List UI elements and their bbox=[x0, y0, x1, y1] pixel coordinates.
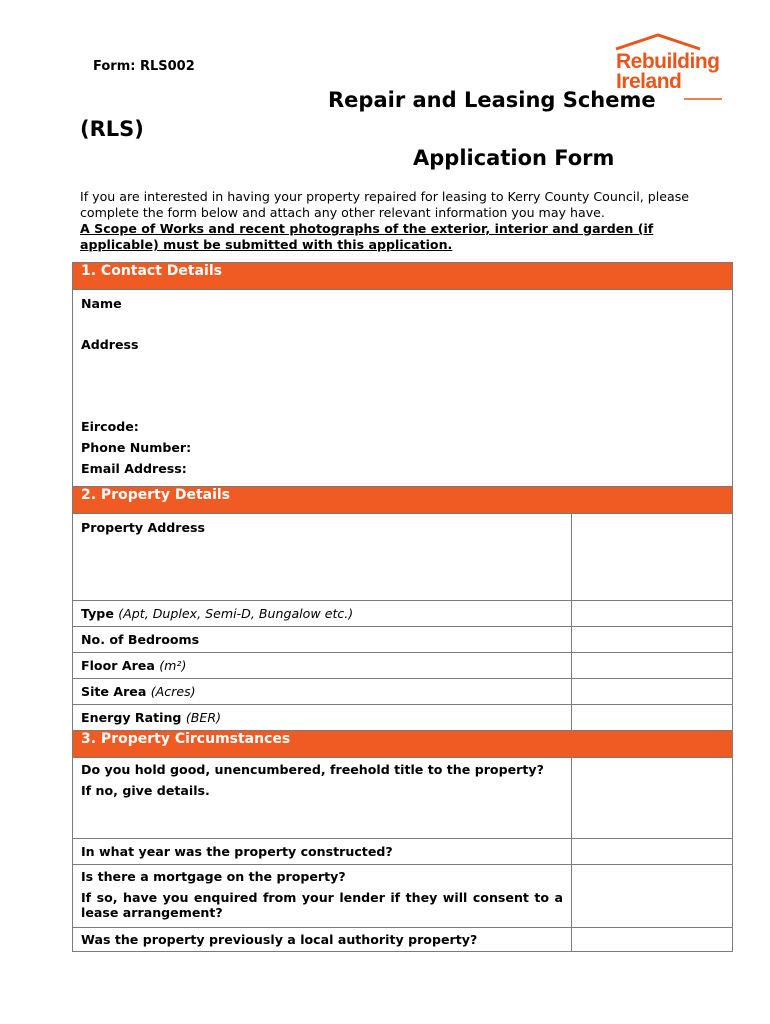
local-authority-question: Was the property previously a local authority property? bbox=[73, 928, 572, 952]
type-label: Type bbox=[81, 606, 114, 621]
name-label: Name bbox=[81, 296, 122, 311]
site-area-row bbox=[73, 679, 572, 705]
eircode-label: Eircode: bbox=[81, 419, 139, 434]
type-field[interactable] bbox=[572, 601, 733, 627]
intro-text bbox=[80, 189, 730, 253]
site-area-field[interactable] bbox=[572, 679, 733, 705]
address-label: Address bbox=[81, 337, 139, 352]
construction-year-field[interactable] bbox=[572, 839, 733, 865]
property-address-field[interactable] bbox=[572, 514, 733, 601]
freehold-answer-field[interactable] bbox=[572, 758, 733, 839]
type-hint: (Apt, Duplex, Semi-D, Bungalow etc.) bbox=[118, 606, 354, 621]
type-row bbox=[73, 601, 572, 627]
bedrooms-label: No. of Bedrooms bbox=[73, 627, 572, 653]
section-heading-circumstances: 3. Property Circumstances bbox=[73, 731, 733, 758]
section-heading-property: 2. Property Details bbox=[73, 487, 733, 514]
page-title-abbrev: (RLS) bbox=[80, 117, 144, 141]
construction-year-question: In what year was the property constructed? bbox=[73, 839, 572, 865]
local-authority-field[interactable] bbox=[572, 928, 733, 952]
energy-rating-hint: (BER) bbox=[185, 710, 222, 725]
intro-paragraph: If you are interested in having your property repaired for leasing to Kerry County Council, please complete the form below and attach any other relevant information you may have. bbox=[80, 189, 690, 220]
site-area-hint: (Acres) bbox=[150, 684, 196, 699]
freehold-details-text: If no, give details. bbox=[81, 783, 210, 798]
floor-area-hint: (m²) bbox=[159, 658, 187, 673]
energy-rating-row bbox=[73, 705, 572, 731]
energy-rating-label: Energy Rating bbox=[81, 710, 182, 725]
logo-text-line1: Rebuilding bbox=[616, 50, 720, 73]
lender-consent-text: If so, have you enquired from your lender if they will consent to a lease arrangement? bbox=[81, 890, 563, 920]
site-area-label: Site Area bbox=[81, 684, 147, 699]
mortgage-question bbox=[73, 865, 572, 928]
energy-rating-field[interactable] bbox=[572, 705, 733, 731]
floor-area-row bbox=[73, 653, 572, 679]
contact-details-table bbox=[72, 262, 733, 493]
property-circumstances-table bbox=[72, 730, 733, 952]
freehold-question-text: Do you hold good, unencumbered, freehold title to the property? bbox=[81, 762, 544, 777]
floor-area-label: Floor Area bbox=[81, 658, 155, 673]
mortgage-answer-field[interactable] bbox=[572, 865, 733, 928]
email-label: Email Address: bbox=[81, 461, 187, 476]
section-heading-contact: 1. Contact Details bbox=[73, 263, 733, 290]
floor-area-field[interactable] bbox=[572, 653, 733, 679]
freehold-question bbox=[73, 758, 572, 839]
page-title: Repair and Leasing Scheme bbox=[328, 88, 656, 112]
logo-text-line2: Ireland bbox=[616, 70, 682, 93]
page-subtitle: Application Form bbox=[413, 146, 615, 170]
form-code: Form: RLS002 bbox=[93, 59, 195, 74]
mortgage-question-text: Is there a mortgage on the property? bbox=[81, 869, 346, 884]
bedrooms-field[interactable] bbox=[572, 627, 733, 653]
phone-label: Phone Number: bbox=[81, 440, 192, 455]
property-details-table bbox=[72, 486, 733, 731]
intro-requirement: A Scope of Works and recent photographs of the exterior, interior and garden (if applicable) must be submitted with this application. bbox=[80, 221, 654, 252]
contact-fields[interactable] bbox=[73, 290, 733, 493]
property-address-label: Property Address bbox=[73, 514, 572, 601]
